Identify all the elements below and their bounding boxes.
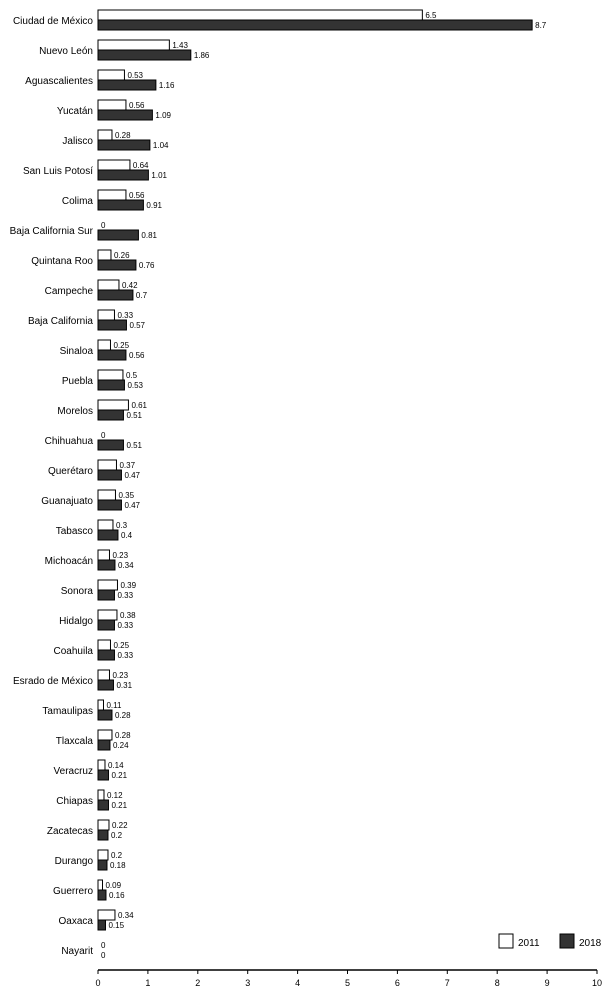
data-label-2011: 0 xyxy=(101,431,106,440)
data-label-2011: 0.5 xyxy=(125,371,138,380)
x-tick-label: 4 xyxy=(295,978,301,988)
data-label-2011: 0.38 xyxy=(119,611,136,620)
data-label-2018: 0.76 xyxy=(138,261,155,270)
data-label-2018: 0.47 xyxy=(124,501,141,510)
category-group xyxy=(10,221,158,240)
data-label-2011: 0.56 xyxy=(128,191,145,200)
x-tick-label: 1 xyxy=(145,978,151,988)
bar-2018 xyxy=(98,290,133,300)
x-tick-label: 6 xyxy=(394,978,400,988)
category-label: Oaxaca xyxy=(58,916,93,927)
data-label-2018: 0.21 xyxy=(111,801,128,810)
bar-2018 xyxy=(98,800,108,810)
category-label: Campeche xyxy=(44,286,93,297)
data-label-2011: 0.14 xyxy=(107,761,124,770)
data-label-2011: 0.3 xyxy=(115,521,128,530)
bar-2018 xyxy=(98,380,124,390)
category-group xyxy=(59,910,135,930)
data-label-2018: 0.7 xyxy=(135,291,148,300)
bar-2018 xyxy=(98,560,115,570)
legend-label-2011: 2011 xyxy=(518,938,540,949)
category-label: Chihuahua xyxy=(44,436,93,447)
data-label-2018: 0.91 xyxy=(146,201,162,210)
bar-2018 xyxy=(98,920,105,930)
data-label-2011: 0.56 xyxy=(128,101,145,110)
category-label: Zacatecas xyxy=(46,826,93,837)
legend-swatch-2011 xyxy=(499,934,513,948)
category-group xyxy=(62,190,163,210)
data-label-2018: 0.33 xyxy=(117,651,134,660)
category-label: Chiapas xyxy=(56,796,93,807)
category-group xyxy=(62,370,144,390)
category-label: Michoacán xyxy=(44,556,93,567)
category-group xyxy=(45,280,148,300)
data-label-2011: 0.11 xyxy=(106,701,122,710)
data-label-2018: 0.18 xyxy=(109,861,126,870)
data-label-2018: 0.56 xyxy=(128,351,145,360)
data-label-2011: 0.23 xyxy=(112,551,129,560)
bar-2018 xyxy=(98,350,126,360)
bar-2011 xyxy=(98,250,111,260)
category-label: Ciudad de México xyxy=(12,16,93,27)
x-tick-label: 5 xyxy=(344,978,351,988)
bar-2018 xyxy=(98,80,156,90)
data-label-2018: 0.28 xyxy=(114,711,131,720)
data-label-2018: 0.15 xyxy=(108,921,125,930)
data-label-2018: 1.01 xyxy=(151,171,167,180)
data-label-2018: 1.09 xyxy=(155,111,171,120)
data-label-2011: 0 xyxy=(101,221,106,230)
category-label: Hidalgo xyxy=(59,616,93,627)
bar-2011 xyxy=(98,670,109,680)
category-group xyxy=(61,580,137,600)
category-label: Esrado de México xyxy=(12,676,93,687)
category-label: Durango xyxy=(54,856,93,867)
category-group xyxy=(54,760,128,780)
bar-2018 xyxy=(98,770,108,780)
category-group xyxy=(62,130,169,150)
bar-2011 xyxy=(98,190,126,200)
category-label: Guerrero xyxy=(52,886,93,897)
data-label-2011: 0.22 xyxy=(111,821,128,830)
bar-2018 xyxy=(98,140,150,150)
data-label-2011: 0.53 xyxy=(127,71,144,80)
data-label-2011: 0.28 xyxy=(114,731,131,740)
category-label: Nuevo León xyxy=(39,46,93,57)
category-label: Sinaloa xyxy=(59,346,93,357)
bar-2011 xyxy=(98,760,105,770)
category-group xyxy=(56,730,131,750)
data-label-2018: 1.04 xyxy=(152,141,169,150)
data-label-2018: 0.81 xyxy=(141,231,157,240)
data-label-2018: 0.51 xyxy=(126,441,143,450)
bar-2011 xyxy=(98,100,126,110)
bar-2018 xyxy=(98,590,114,600)
bar-2011 xyxy=(98,880,102,890)
bar-2018 xyxy=(98,320,126,330)
bar-2018 xyxy=(98,740,110,750)
bar-2011 xyxy=(98,520,113,530)
x-tick-label: 7 xyxy=(444,978,450,988)
bar-2018 xyxy=(98,50,191,60)
data-label-2011: 0.12 xyxy=(106,791,123,800)
data-label-2011: 0.34 xyxy=(117,911,134,920)
legend-label-2018: 2018 xyxy=(579,938,602,949)
bar-2018 xyxy=(98,470,121,480)
plot-area xyxy=(10,10,547,960)
category-label: Baja California Sur xyxy=(9,226,93,237)
bar-2011 xyxy=(98,160,130,170)
bar-2011 xyxy=(98,70,124,80)
category-group xyxy=(39,40,210,60)
category-label: Puebla xyxy=(61,376,93,387)
data-label-2011: 0.35 xyxy=(118,491,135,500)
category-group xyxy=(42,700,131,720)
bar-2018 xyxy=(98,20,532,30)
category-group xyxy=(13,10,547,30)
category-group xyxy=(53,880,125,900)
bar-2011 xyxy=(98,850,108,860)
category-group xyxy=(41,490,140,510)
category-group xyxy=(13,670,133,690)
category-label: San Luis Potosí xyxy=(22,166,93,177)
category-group xyxy=(31,250,155,270)
category-group xyxy=(56,520,133,540)
data-label-2011: 0.33 xyxy=(117,311,134,320)
category-group xyxy=(60,340,145,360)
bar-2011 xyxy=(98,790,104,800)
category-group xyxy=(54,640,134,660)
bar-2011 xyxy=(98,40,169,50)
category-label: Baja California xyxy=(27,316,93,327)
bar-2018 xyxy=(98,710,112,720)
category-group xyxy=(59,610,136,630)
bar-2011 xyxy=(98,730,112,740)
data-label-2018: 0.21 xyxy=(111,771,128,780)
category-label: Veracruz xyxy=(53,766,93,777)
bar-2011 xyxy=(98,700,103,710)
category-group xyxy=(48,460,141,480)
bar-2011 xyxy=(98,490,115,500)
bar-2011 xyxy=(98,550,109,560)
data-label-2011: 0.61 xyxy=(131,401,148,410)
bar-2011 xyxy=(98,370,123,380)
x-tick-label: 3 xyxy=(245,978,251,988)
bar-2011 xyxy=(98,310,114,320)
category-label: Coahuila xyxy=(53,646,93,657)
bar-2011 xyxy=(98,340,110,350)
bar-2011 xyxy=(98,580,117,590)
data-label-2018: 0.33 xyxy=(117,621,134,630)
data-label-2018: 0.24 xyxy=(112,741,129,750)
bar-2011 xyxy=(98,910,115,920)
bar-2018 xyxy=(98,650,114,660)
data-label-2011: 0.26 xyxy=(113,251,130,260)
bar-2018 xyxy=(98,230,138,240)
bar-2018 xyxy=(98,500,121,510)
category-label: Morelos xyxy=(57,406,93,417)
category-label: Aguascalientes xyxy=(25,76,93,87)
category-group xyxy=(25,70,175,90)
category-label: Quintana Roo xyxy=(31,256,93,267)
bar-2018 xyxy=(98,260,136,270)
category-group xyxy=(61,941,106,960)
data-label-2018: 0.16 xyxy=(108,891,125,900)
category-group xyxy=(23,160,168,180)
data-label-2018: 0 xyxy=(101,951,106,960)
data-label-2011: 0.09 xyxy=(105,881,122,890)
data-label-2011: 0.25 xyxy=(113,641,130,650)
data-label-2011: 1.43 xyxy=(172,41,188,50)
data-label-2018: 0.34 xyxy=(117,561,134,570)
data-label-2018: 8.7 xyxy=(535,21,547,30)
data-label-2011: 6.5 xyxy=(425,11,437,20)
x-axis xyxy=(95,970,602,988)
data-label-2011: 0.37 xyxy=(119,461,136,470)
category-group xyxy=(55,850,126,870)
category-label: Yucatán xyxy=(56,106,93,117)
bar-2018 xyxy=(98,830,108,840)
data-label-2011: 0.25 xyxy=(113,341,130,350)
bar-2018 xyxy=(98,860,107,870)
bar-2011 xyxy=(98,820,109,830)
data-label-2018: 0.47 xyxy=(124,471,141,480)
data-label-2011: 0.39 xyxy=(120,581,137,590)
data-label-2011: 0.42 xyxy=(121,281,138,290)
data-label-2011: 0.28 xyxy=(114,131,131,140)
category-label: Sonora xyxy=(60,586,93,597)
data-label-2018: 0.4 xyxy=(120,531,133,540)
bar-2018 xyxy=(98,110,152,120)
data-label-2018: 1.16 xyxy=(158,81,175,90)
data-label-2018: 0.53 xyxy=(127,381,144,390)
category-group xyxy=(56,790,127,810)
data-label-2018: 0.51 xyxy=(126,411,143,420)
data-label-2011: 0.2 xyxy=(110,851,123,860)
legend-swatch-2018 xyxy=(560,934,574,948)
category-group xyxy=(57,100,172,120)
bar-2011 xyxy=(98,460,116,470)
bar-2018 xyxy=(98,620,114,630)
category-label: Querétaro xyxy=(47,466,93,477)
category-group xyxy=(45,550,134,570)
bar-2018 xyxy=(98,680,113,690)
bar-2018 xyxy=(98,530,118,540)
data-label-2018: 0.57 xyxy=(129,321,146,330)
legend xyxy=(499,934,602,949)
category-group xyxy=(28,310,146,330)
bar-2018 xyxy=(98,200,143,210)
category-label: Tabasco xyxy=(55,526,93,537)
bar-2011 xyxy=(98,400,128,410)
category-label: Tlaxcala xyxy=(55,736,93,747)
data-label-2011: 0 xyxy=(101,941,106,950)
bar-2011 xyxy=(98,610,117,620)
category-group xyxy=(45,431,143,450)
bar-2018 xyxy=(98,890,106,900)
category-label: Guanajuato xyxy=(41,496,93,507)
data-label-2018: 1.86 xyxy=(193,51,210,60)
x-tick-label: 0 xyxy=(95,978,101,988)
data-label-2018: 0.2 xyxy=(110,831,123,840)
category-label: Colima xyxy=(61,196,93,207)
category-label: Jalisco xyxy=(62,136,93,147)
category-label: Tamaulipas xyxy=(42,706,93,717)
data-label-2011: 0.64 xyxy=(132,161,149,170)
data-label-2018: 0.31 xyxy=(116,681,133,690)
data-label-2018: 0.33 xyxy=(117,591,134,600)
x-tick-label: 10 xyxy=(591,978,603,988)
bar-2018 xyxy=(98,410,123,420)
bar-2011 xyxy=(98,10,422,20)
category-label: Nayarit xyxy=(61,946,93,957)
bar-2011 xyxy=(98,130,112,140)
x-tick-label: 2 xyxy=(195,978,201,988)
x-tick-label: 8 xyxy=(494,978,500,988)
data-label-2011: 0.23 xyxy=(112,671,129,680)
category-group xyxy=(47,820,128,840)
category-group xyxy=(57,400,147,420)
bar-2011 xyxy=(98,280,119,290)
bar-2011 xyxy=(98,640,110,650)
bar-2018 xyxy=(98,170,148,180)
bar-2018 xyxy=(98,440,123,450)
x-tick-label: 9 xyxy=(544,978,550,988)
